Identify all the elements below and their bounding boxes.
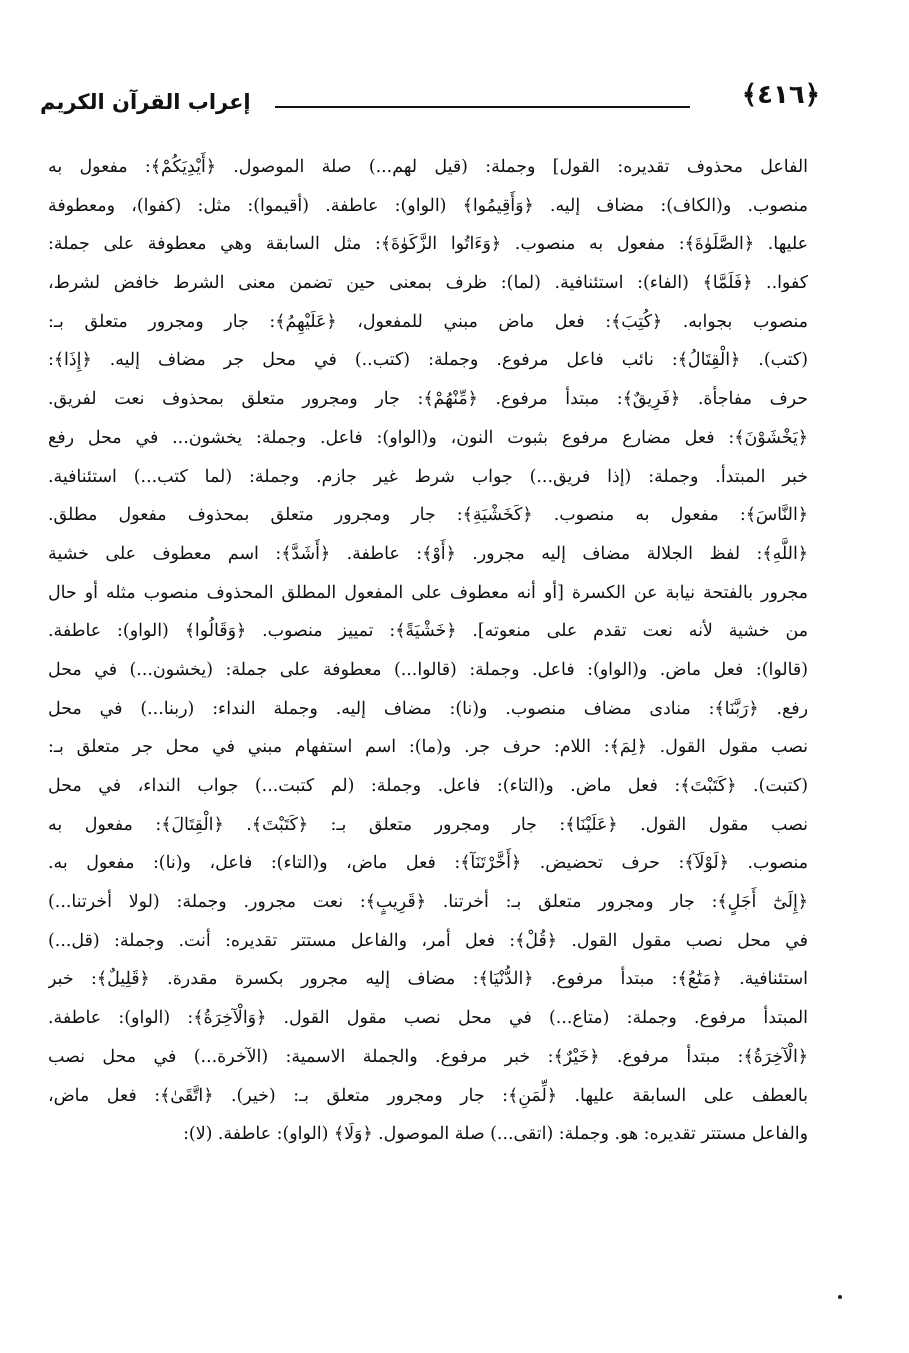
- text-line: بالعطف على السابقة عليها. ﴿لِّمَنِ﴾: جار ومجرور متعلق بـ: (خير). ﴿اتَّقَىٰ﴾: فعل ماض،: [48, 1085, 808, 1106]
- text-line: ﴿إِلَىٰٓ أَجَلٍ﴾: جار ومجرور متعلق بـ: أخرتنا. ﴿قَرِيبٍ﴾: نعت مجرور. وجملة: (لولا أخرتنا...): [48, 892, 808, 913]
- page-header: [40, 78, 820, 122]
- text-line: (قالوا): فعل ماض. و(الواو): فاعل. وجملة: (قالوا...) معطوفة على جملة: (يخشون...) في محل: [48, 659, 808, 680]
- stray-dot: [838, 1295, 842, 1299]
- text-line: (كتبت). ﴿كَتَبْتَ﴾: فعل ماض. و(التاء): فاعل. وجملة: (لم كتبت...) جواب النداء، في محل: [48, 776, 808, 796]
- text-line: خبر المبتدأ. وجملة: (إذا فريق...) جواب شرط غير جازم. وجملة: (لما كتب...) استئنافية.: [48, 466, 808, 487]
- text-line: كفوا.. ﴿فَلَمَّا﴾ (الفاء): استئنافية. (لما): ظرف بمعنى حين تضمن معنى الشرط خافض لشرط،: [48, 273, 808, 294]
- text-line: ﴿النَّاسَ﴾: مفعول به منصوب. ﴿كَخَشْيَةِ﴾: جار ومجرور متعلق بمحذوف مفعول مطلق.: [48, 505, 808, 526]
- text-line: مجرور بالفتحة نيابة عن الكسرة [أو أنه معطوف على المفعول المطلق المحذوف منصوب مثله أو حال: [48, 582, 808, 603]
- text-line: نصب مقول القول. ﴿لِمَ﴾: اللام: حرف جر. و(ما): اسم استفهام مبني في محل جر متعلق بـ:: [48, 737, 808, 758]
- text-line: حرف مفاجأة. ﴿فَرِيقٌ﴾: مبتدأ مرفوع. ﴿مِّنْهُمْ﴾: جار ومجرور متعلق بمحذوف نعت لفريق.: [48, 389, 808, 410]
- text-line: (كتب). ﴿الْقِتَالُ﴾: نائب فاعل مرفوع. وجملة: (كتب..) في محل جر مضاف إليه. ﴿إِذَا﴾:: [48, 350, 808, 371]
- text-line: استئنافية. ﴿مَتَٰعُ﴾: مبتدأ مرفوع. ﴿الدُّنْيَا﴾: مضاف إليه مجرور بكسرة مقدرة. ﴿قَلِيلٌ﴾: خبر: [48, 969, 808, 990]
- text-line: في محل نصب مقول القول. ﴿قُلْ﴾: فعل أمر، والفاعل مستتر تقديره: أنت. وجملة: (قل...): [48, 930, 808, 951]
- book-title: إعراب القرآن الكريم: [40, 90, 251, 114]
- body-text: [48, 148, 808, 1154]
- text-line: منصوب. و(الكاف): مضاف إليه. ﴿وَأَقِيمُوا﴾ (الواو): عاطفة. (أقيموا): مثل: (كفوا)، ومعطوفة: [48, 195, 808, 216]
- page-number: ﴿٤١٦﴾: [741, 80, 820, 110]
- text-line: نصب مقول القول. ﴿عَلَيْنَا﴾: جار ومجرور متعلق بـ: ﴿كَتَبْتَ﴾. ﴿الْقِتَالَ﴾: مفعول به: [48, 814, 808, 835]
- text-line: عليها. ﴿الصَّلَوٰةَ﴾: مفعول به منصوب. ﴿وَءَاتُوا الزَّكَوٰةَ﴾: مثل السابقة وهي معطوفة على جملة:: [48, 234, 808, 255]
- text-line: ﴿الْآخِرَةُ﴾: مبتدأ مرفوع. ﴿خَيْرٌ﴾: خبر مرفوع. والجملة الاسمية: (الآخرة...) في محل نصب: [48, 1046, 808, 1067]
- text-line: من خشية لأنه نعت تقدم على منعوته]. ﴿خَشْيَةً﴾: تمييز منصوب. ﴿وَقَالُوا﴾ (الواو): عاطفة.: [48, 621, 808, 642]
- text-line: منصوب. ﴿لَوْلَآ﴾: حرف تحضيض. ﴿أَخَّرْتَنَآ﴾: فعل ماض، و(التاء): فاعل، و(نا): مفعول به.: [48, 853, 808, 874]
- text-line: والفاعل مستتر تقديره: هو. وجملة: (اتقى...) صلة الموصول. ﴿وَلَا﴾ (الواو): عاطفة. (لا):: [183, 1124, 808, 1145]
- text-line: المبتدأ مرفوع. وجملة: (متاع...) في محل نصب مقول القول. ﴿وَالْآخِرَةُ﴾: (الواو): عاطفة.: [48, 1008, 808, 1029]
- text-line: ﴿اللَّهِ﴾: لفظ الجلالة مضاف إليه مجرور. ﴿أَوْ﴾: عاطفة. ﴿أَشَدَّ﴾: اسم معطوف على خشية: [48, 543, 808, 564]
- text-line: منصوب بجوابه. ﴿كُتِبَ﴾: فعل ماض مبني للمفعول، ﴿عَلَيْهِمُ﴾: جار ومجرور متعلق بـ:: [48, 311, 808, 332]
- text-line: ﴿يَخْشَوْنَ﴾: فعل مضارع مرفوع بثبوت النون، و(الواو): فاعل. وجملة: يخشون... في محل رفع: [48, 427, 808, 448]
- text-line: رفع. ﴿رَبَّنَا﴾: منادى مضاف منصوب. و(نا): مضاف إليه. وجملة النداء: (ربنا...) في محل: [48, 698, 808, 719]
- text-line: الفاعل محذوف تقديره: القول] وجملة: (قيل لهم...) صلة الموصول. ﴿أَيْدِيَكُمْ﴾: مفعول به: [48, 157, 808, 177]
- header-rule: [275, 106, 690, 108]
